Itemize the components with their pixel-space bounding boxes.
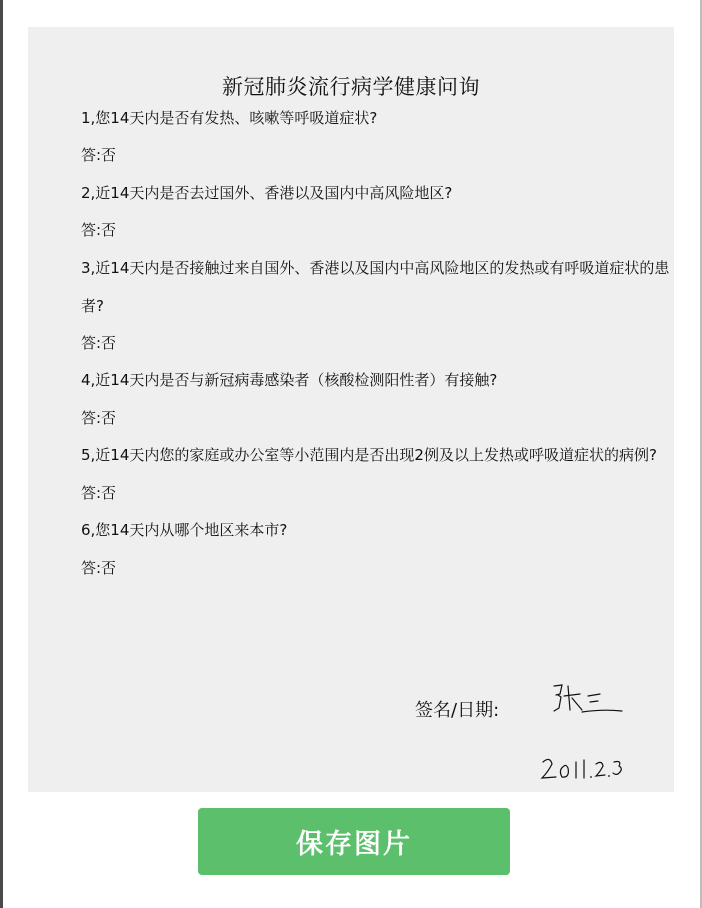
answer-2: 答:否 bbox=[81, 221, 117, 239]
question-3: 3,近14天内是否接触过来自国外、香港以及国内中高风险地区的发热或有呼吸道症状的患者? bbox=[81, 259, 670, 315]
answer-1: 答:否 bbox=[81, 146, 117, 164]
question-5: 5,近14天内您的家庭或办公室等小范围内是否出现2例及以上发热或呼吸道症状的病例? bbox=[81, 446, 657, 464]
left-border bbox=[0, 0, 3, 908]
question-4: 4,近14天内是否与新冠病毒感染者（核酸检测阳性者）有接触? bbox=[81, 371, 498, 389]
questionnaire-card bbox=[28, 27, 674, 792]
answer-5: 答:否 bbox=[81, 484, 117, 502]
handwritten-date bbox=[538, 752, 630, 786]
signature-date-label: 签名/日期: bbox=[415, 700, 500, 721]
answer-3: 答:否 bbox=[81, 334, 117, 352]
form-title: 新冠肺炎流行病学健康问询 bbox=[222, 75, 480, 99]
question-2: 2,近14天内是否去过国外、香港以及国内中高风险地区? bbox=[81, 184, 453, 202]
answer-4: 答:否 bbox=[81, 409, 117, 427]
question-1: 1,您14天内是否有发热、咳嗽等呼吸道症状? bbox=[81, 109, 378, 127]
save-image-button[interactable]: 保存图片 bbox=[198, 808, 510, 875]
answer-6: 答:否 bbox=[81, 559, 117, 577]
question-6: 6,您14天内从哪个地区来本市? bbox=[81, 521, 288, 539]
handwritten-signature bbox=[548, 680, 628, 720]
